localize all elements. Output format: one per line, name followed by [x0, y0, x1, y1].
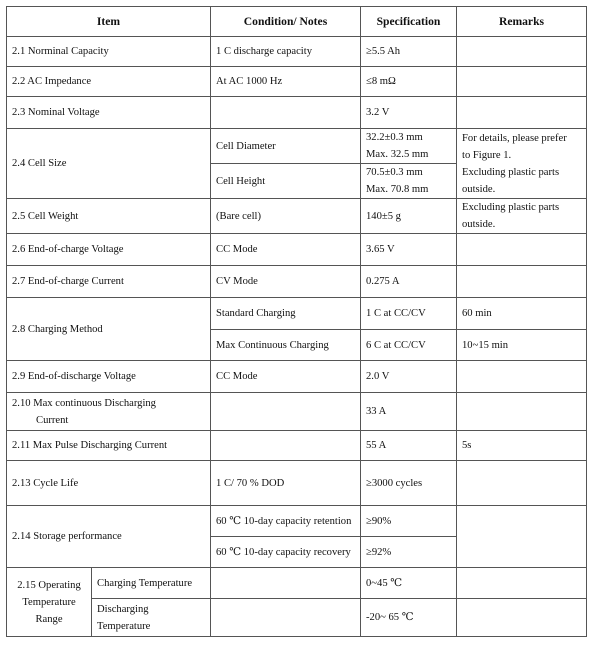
- table-row: [7, 97, 587, 129]
- remarks-cell: [457, 393, 587, 431]
- remarks-cell: [457, 461, 587, 506]
- remarks-cell: [457, 234, 587, 266]
- spec-line: 32.2±0.3 mm: [366, 132, 423, 143]
- item-cell: 2.8 Charging Method: [7, 298, 211, 361]
- spec-cell: ≥92%: [361, 537, 457, 568]
- item-line: 2.15 Operating: [17, 579, 81, 591]
- remarks-line: For details, please prefer: [462, 132, 567, 144]
- remarks-line: Excluding plastic parts: [462, 166, 560, 178]
- condition-cell: Cell Diameter: [211, 129, 361, 164]
- spec-cell: [361, 129, 457, 164]
- condition-cell: Standard Charging: [211, 298, 361, 330]
- spec-cell: 0.275 A: [361, 266, 457, 298]
- condition-cell: CV Mode: [211, 266, 361, 298]
- remarks-line: outside.: [462, 183, 496, 195]
- item-cell: 2.2 AC Impedance: [7, 67, 211, 97]
- header-remarks: Remarks: [457, 7, 587, 37]
- table-row: [7, 129, 587, 164]
- condition-cell: Max Continuous Charging: [211, 330, 361, 361]
- condition-cell: CC Mode: [211, 361, 361, 393]
- table-row: [7, 37, 587, 67]
- table-row: [7, 266, 587, 298]
- spec-cell: 0~45 ℃: [361, 568, 457, 599]
- remarks-cell: [457, 266, 587, 298]
- spec-cell: 140±5 g: [361, 199, 457, 234]
- condition-cell: At AC 1000 Hz: [211, 67, 361, 97]
- spec-cell: 1 C at CC/CV: [361, 298, 457, 330]
- condition-cell: Cell Height: [211, 164, 361, 199]
- condition-cell: (Bare cell): [211, 199, 361, 234]
- item-cell: 2.3 Nominal Voltage: [7, 97, 211, 129]
- spec-cell: ≤8 mΩ: [361, 67, 457, 97]
- item-line: Current: [36, 414, 69, 426]
- table-row: [7, 199, 587, 234]
- condition-cell: [211, 431, 361, 461]
- spec-cell: ≥90%: [361, 506, 457, 537]
- item-cell: 2.9 End-of-discharge Voltage: [7, 361, 211, 393]
- header-item: Item: [7, 7, 211, 37]
- item-line: Temperature: [22, 596, 76, 608]
- remarks-line: Excluding plastic parts: [462, 202, 560, 213]
- remarks-cell: 5s: [457, 431, 587, 461]
- header-row: [7, 7, 587, 37]
- table-row: [7, 568, 587, 599]
- spec-cell: 3.2 V: [361, 97, 457, 129]
- sub-item-line: Discharging: [97, 603, 149, 615]
- item-cell: 2.1 Norminal Capacity: [7, 37, 211, 67]
- remarks-cell: 10~15 min: [457, 330, 587, 361]
- item-cell: [7, 393, 211, 431]
- remarks-cell: [457, 361, 587, 393]
- condition-cell: 60 ℃ 10-day capacity recovery: [211, 537, 361, 568]
- item-cell: 2.6 End-of-charge Voltage: [7, 234, 211, 266]
- remarks-cell: [457, 199, 587, 234]
- condition-cell: [211, 393, 361, 431]
- spec-cell: 2.0 V: [361, 361, 457, 393]
- spec-cell: [361, 164, 457, 199]
- condition-cell: CC Mode: [211, 234, 361, 266]
- item-line: Range: [35, 613, 63, 625]
- spec-cell: 6 C at CC/CV: [361, 330, 457, 361]
- specification-table: [6, 6, 587, 637]
- item-cell: [7, 568, 92, 637]
- spec-line: Max. 32.5 mm: [366, 149, 429, 160]
- item-cell: 2.4 Cell Size: [7, 129, 211, 199]
- spec-line: Max. 70.8 mm: [366, 184, 429, 195]
- remarks-line: to Figure 1.: [462, 149, 512, 161]
- condition-cell: [211, 599, 361, 637]
- table-row: [7, 67, 587, 97]
- item-cell: 2.13 Cycle Life: [7, 461, 211, 506]
- header-specification: Specification: [361, 7, 457, 37]
- table-row: [7, 461, 587, 506]
- sub-item-line: Temperature: [97, 620, 151, 632]
- table-row: [7, 298, 587, 330]
- remarks-cell: [457, 506, 587, 568]
- table-row: [7, 506, 587, 537]
- item-line: 2.10 Max continuous Discharging: [12, 397, 156, 409]
- condition-cell: 1 C/ 70 % DOD: [211, 461, 361, 506]
- spec-line: 70.5±0.3 mm: [366, 167, 423, 178]
- remarks-cell: [457, 129, 587, 199]
- item-cell: 2.14 Storage performance: [7, 506, 211, 568]
- spec-cell: ≥3000 cycles: [361, 461, 457, 506]
- item-cell: 2.7 End-of-charge Current: [7, 266, 211, 298]
- spec-cell: 33 A: [361, 393, 457, 431]
- condition-cell: 1 C discharge capacity: [211, 37, 361, 67]
- remarks-cell: [457, 37, 587, 67]
- item-cell: 2.5 Cell Weight: [7, 199, 211, 234]
- spec-cell: ≥5.5 Ah: [361, 37, 457, 67]
- sub-item-cell: [92, 599, 211, 637]
- spec-cell: -20~ 65 ℃: [361, 599, 457, 637]
- condition-cell: 60 ℃ 10-day capacity retention: [211, 506, 361, 537]
- condition-cell: [211, 568, 361, 599]
- table-row: [7, 361, 587, 393]
- item-cell: 2.11 Max Pulse Discharging Current: [7, 431, 211, 461]
- table-row: [7, 431, 587, 461]
- remarks-cell: [457, 599, 587, 637]
- spec-cell: 3.65 V: [361, 234, 457, 266]
- sub-item-cell: Charging Temperature: [92, 568, 211, 599]
- table-row: [7, 393, 587, 431]
- table-row: [7, 599, 587, 637]
- remarks-cell: [457, 67, 587, 97]
- condition-cell: [211, 97, 361, 129]
- spec-cell: 55 A: [361, 431, 457, 461]
- header-condition: Condition/ Notes: [211, 7, 361, 37]
- remarks-cell: [457, 568, 587, 599]
- remarks-cell: 60 min: [457, 298, 587, 330]
- remarks-line: outside.: [462, 219, 496, 230]
- table-row: [7, 234, 587, 266]
- remarks-cell: [457, 97, 587, 129]
